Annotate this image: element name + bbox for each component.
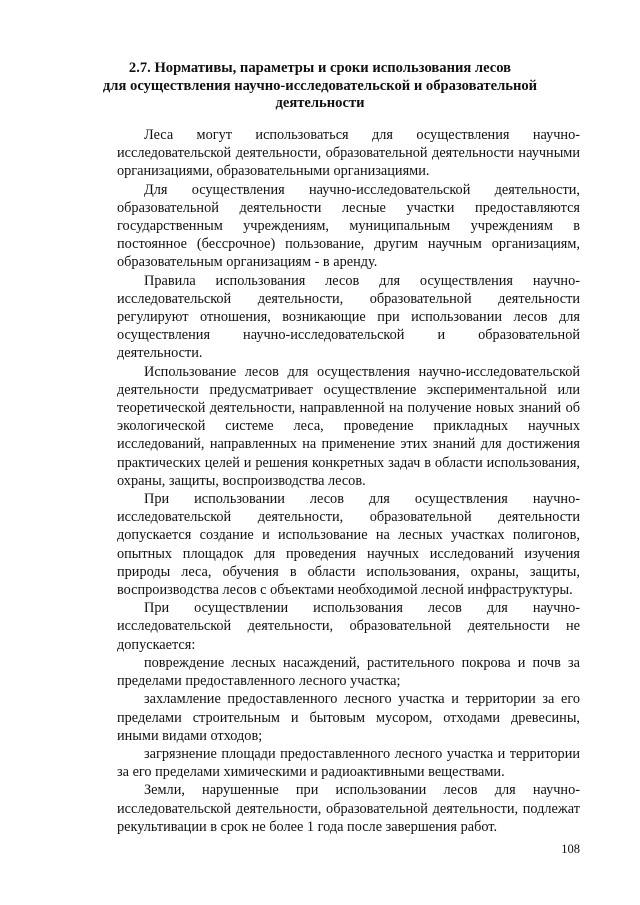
list-item: загрязнение площади предоставленного лесного участка и территории за его пределами химическими и радиоактивными веществами.: [117, 745, 580, 781]
paragraph: Правила использования лесов для осуществления научно-исследовательской деятельности, образовательной деятельности регулируют отношения, возникающие при использовании лесов для осуществления научно-исследовательской и образовательной деятельности.: [117, 272, 580, 362]
heading-line-1: 2.7. Нормативы, параметры и сроки использования лесов: [128, 60, 512, 76]
section-heading: [100, 60, 540, 113]
list-item: повреждение лесных насаждений, растительного покрова и почв за пределами предоставленного лесного участка;: [117, 654, 580, 690]
body-text: [117, 126, 580, 836]
paragraph: При использовании лесов для осуществления научно-исследовательской деятельности, образовательной деятельности допускается создание и использование на лесных участках полигонов, опытных площадок для проведения научных исследований изучения природы леса, обучения в области использования, охраны, защиты, воспроизводства лесов с объектами необходимой лесной инфраструктуры.: [117, 491, 580, 599]
list-item: захламление предоставленного лесного участка и территории за его пределами строительным и бытовым мусором, отходами древесины, иными видами отходов;: [117, 691, 580, 744]
heading-line-2: для осуществления научно-исследовательской и образовательной: [102, 77, 538, 94]
paragraph: Для осуществления научно-исследовательской деятельности, образовательной деятельности лесные участки предоставляются государственным учреждениям, муниципальным учреждениям в постоянное (бессрочное) пользование, другим научным организациям, образовательным организациям - в аренду.: [117, 181, 580, 271]
paragraph: Леса могут использоваться для осуществления научно-исследовательской деятельности, образовательной деятельности научными организациями, образовательными организациями.: [117, 127, 580, 180]
paragraph: Использование лесов для осуществления научно-исследовательской деятельности предусматривает осуществление экспериментальной или теоретической деятельности, направленной на получение новых знаний об экологической системе леса, проведение прикладных научных исследований, направленных на применение этих знаний для достижения практических целей и решения конкретных задач в области использования, охраны, защиты, воспроизводства лесов.: [117, 363, 580, 489]
paragraph: Земли, нарушенные при использовании лесов для научно-исследовательской деятельности, образовательной деятельности, подлежат рекультивации в срок не более 1 года после завершения работ.: [117, 782, 580, 835]
page-number: 108: [561, 842, 580, 856]
paragraph: При осуществлении использования лесов для научно-исследовательской деятельности, образовательной деятельности не допускается:: [117, 600, 580, 653]
heading-line-3: деятельности: [275, 95, 365, 111]
